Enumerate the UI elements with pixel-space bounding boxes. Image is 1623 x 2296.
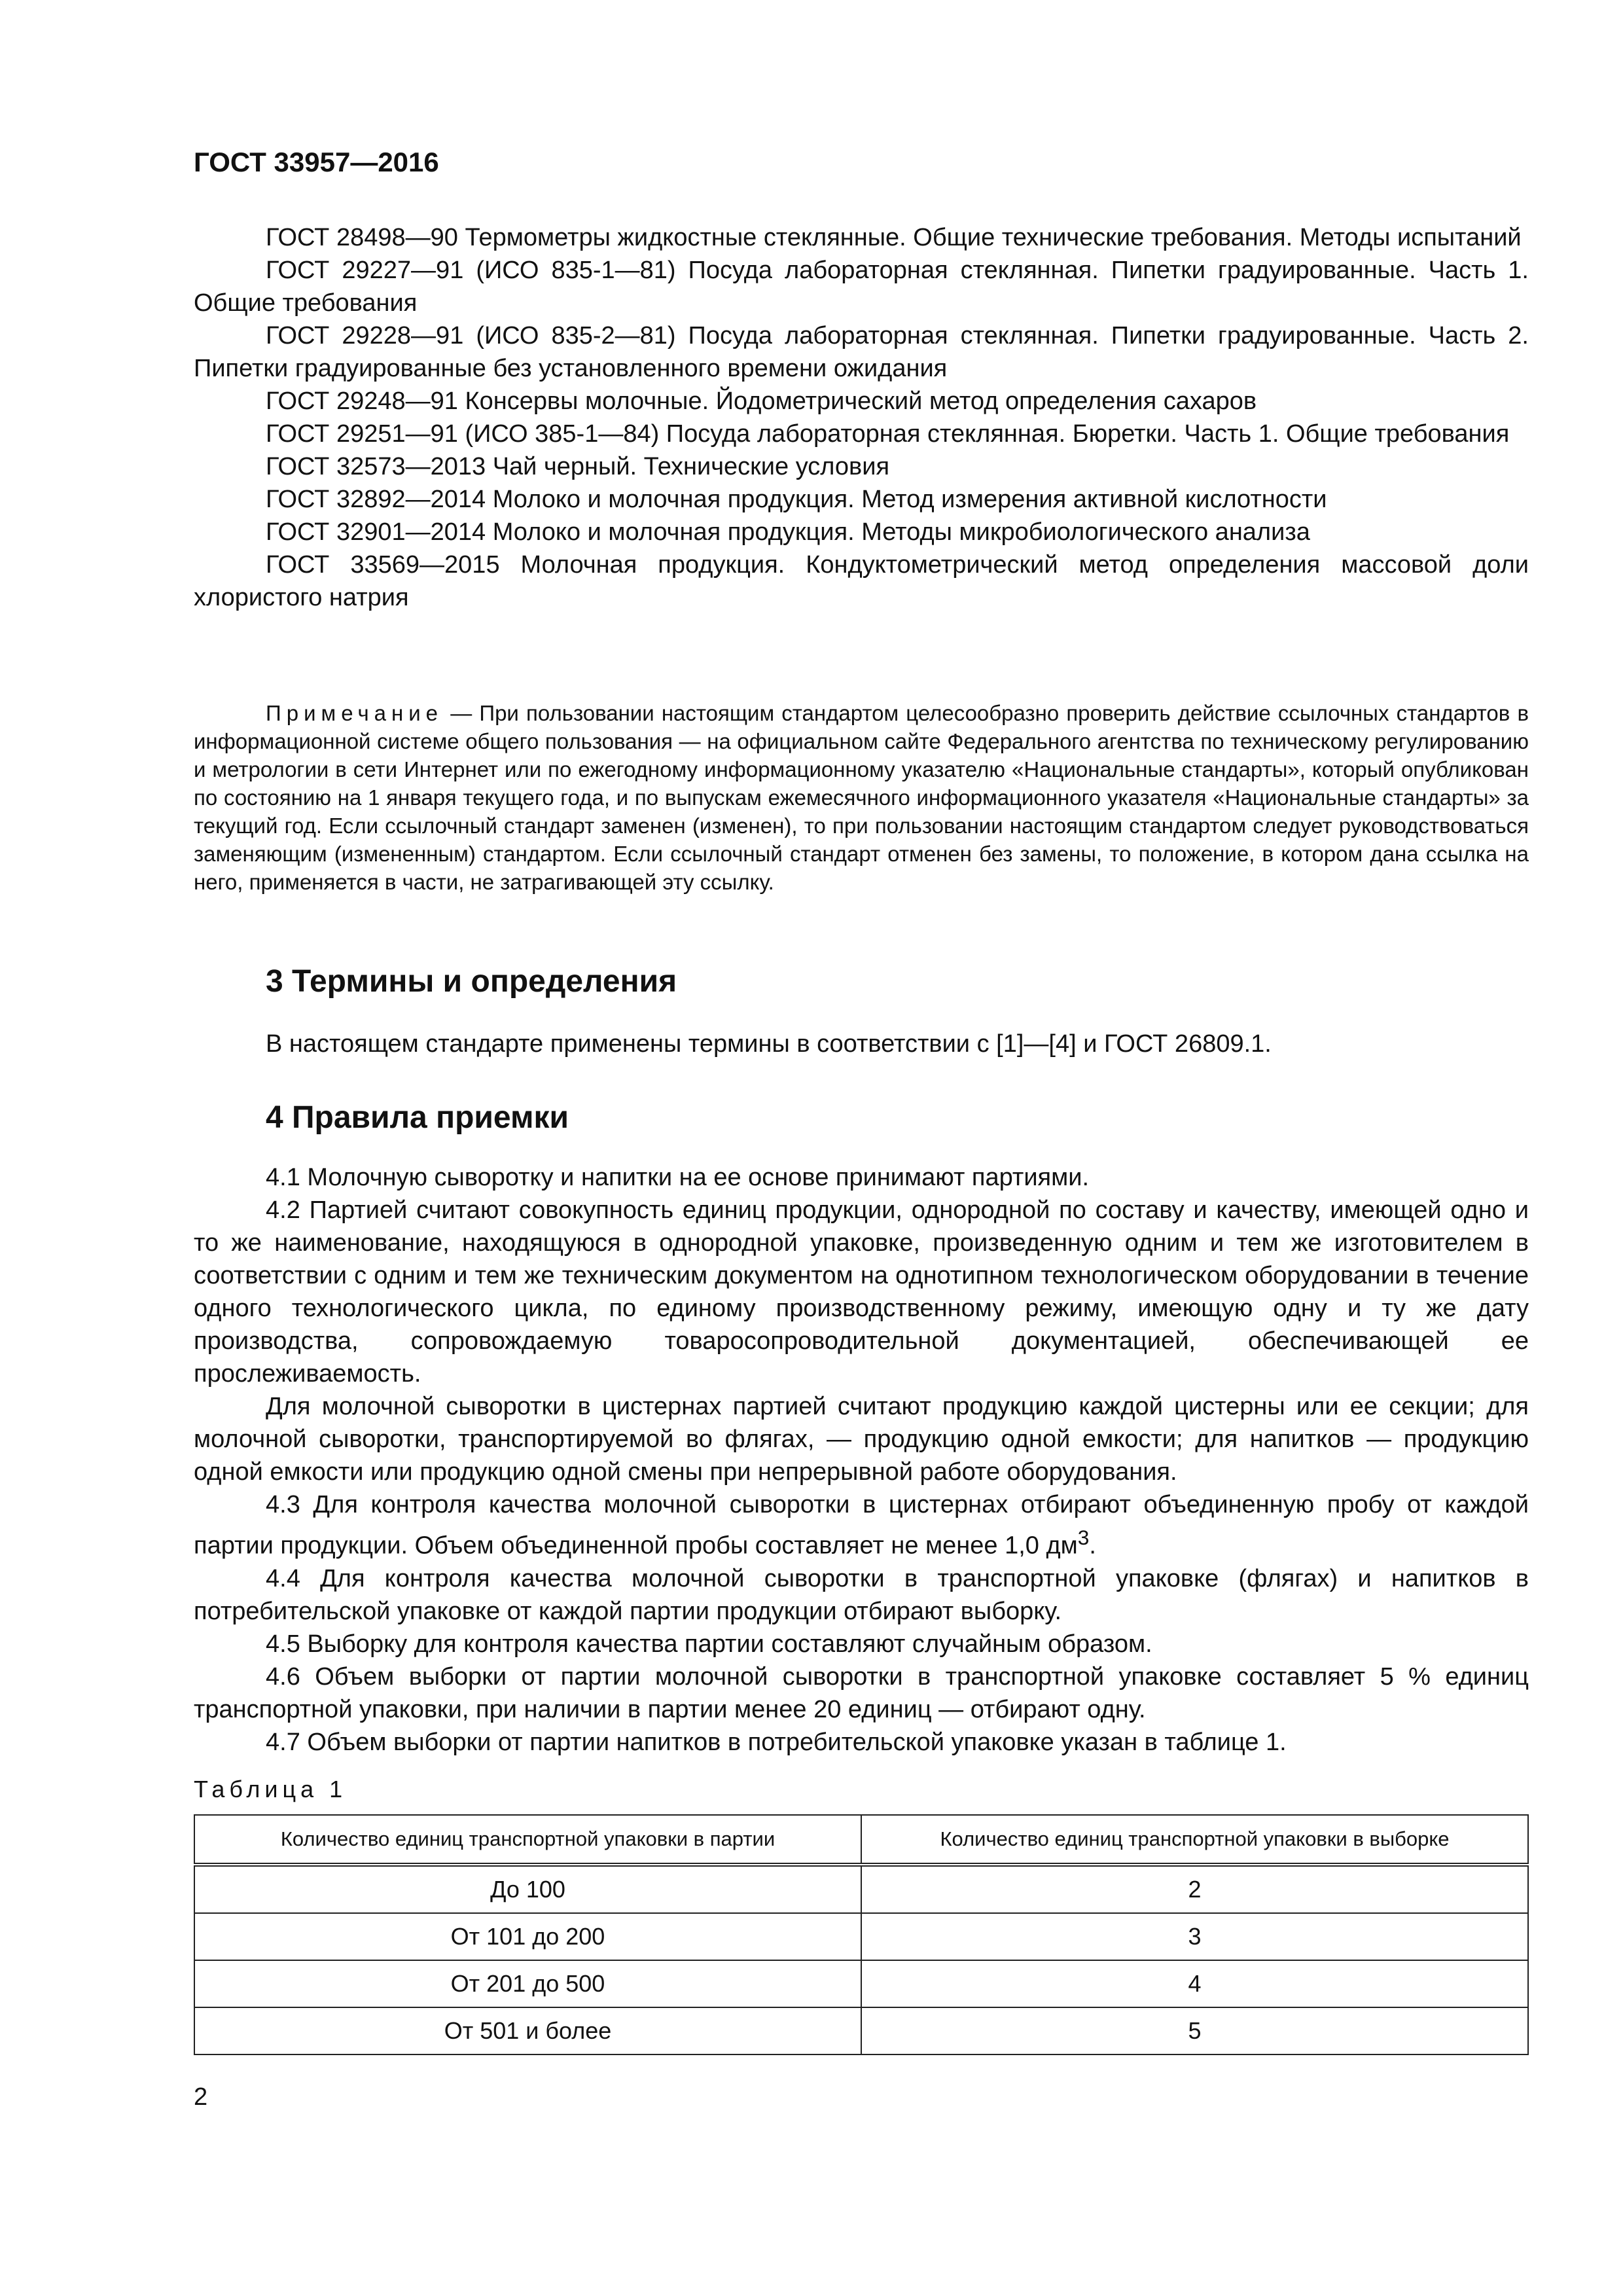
clause-4-3-end: . bbox=[1089, 1532, 1096, 1560]
clause-4-7: 4.7 Объем выборки от партии напитков в потребительской упаковке указан в таблице 1. bbox=[266, 1728, 1287, 1756]
table-cell: 3 bbox=[861, 1913, 1528, 1960]
table-cell: От 201 до 500 bbox=[194, 1960, 861, 2007]
clause-4-4: 4.4 Для контроля качества молочной сыворотки в транспортной упаковке (флягах) и напитков в потребительской упаковке от каждой партии продукции отбирают выборку. bbox=[194, 1564, 1529, 1625]
section-3-title: 3 Термины и определения bbox=[266, 964, 677, 999]
table-row bbox=[194, 2007, 1528, 2054]
table-cell: От 101 до 200 bbox=[194, 1913, 861, 1960]
clause-4-2-continued: Для молочной сыворотки в цистернах партией считают продукцию каждой цистерны или ее секции; для молочной сыворотки, транспортируемой во флягах, — продукцию одной емкости; для напитков — продукцию одной емкости или продукцию одной смены при непрерывной работе оборудования. bbox=[194, 1393, 1529, 1486]
normative-references-list bbox=[194, 221, 1529, 614]
section-4-title: 4 Правила приемки bbox=[266, 1100, 569, 1135]
table-row bbox=[194, 1960, 1528, 2007]
clause-4-3 bbox=[194, 1488, 1529, 1562]
document-code: ГОСТ 33957—2016 bbox=[194, 147, 439, 177]
reference-item: ГОСТ 32901—2014 Молоко и молочная продукция. Методы микробиологического анализа bbox=[266, 518, 1310, 546]
table-cell: 4 bbox=[861, 1960, 1528, 2007]
table-row bbox=[194, 1865, 1528, 1913]
reference-item: ГОСТ 29227—91 (ИСО 835-1—81) Посуда лабораторная стеклянная. Пипетки градуированные. Часть 1. Общие требования bbox=[194, 257, 1529, 317]
reference-item: ГОСТ 28498—90 Термометры жидкостные стеклянные. Общие технические требования. Методы испытаний bbox=[266, 224, 1522, 251]
reference-item: ГОСТ 32573—2013 Чай черный. Технические условия bbox=[266, 453, 890, 480]
table-row bbox=[194, 1913, 1528, 1960]
clause-4-3-text: 4.3 Для контроля качества молочной сыворотки в цистернах отбирают объединенную пробу от каждой партии продукции. Объем объединенной пробы составляет не менее 1,0 дм bbox=[194, 1491, 1529, 1560]
note-text: — При пользовании настоящим стандартом целесообразно проверить действие ссылочных стандартов в информационной системе общего пользования — на официальном сайте Федерального агентства по техническому регулированию и метрологии в сети Интернет или по ежегодному информационному указателю «Национальные стандарты», который опубликован по состоянию на 1 января текущего года, и по выпускам ежемесячного информационного указателя «Национальные стандарты» за текущий год. Если ссылочный стандарт заменен (изменен), то при пользовании настоящим стандартом следует руководствоваться заменяющим (измененным) стандартом. Если ссылочный стандарт отменен без замены, то положение, в котором дана ссылка на него, применяется в части, не затрагивающей эту ссылку. bbox=[194, 701, 1529, 894]
reference-item: ГОСТ 29251—91 (ИСО 385-1—84) Посуда лабораторная стеклянная. Бюретки. Часть 1. Общие требования bbox=[266, 420, 1510, 448]
table-cell: До 100 bbox=[194, 1865, 861, 1913]
reference-item: ГОСТ 29248—91 Консервы молочные. Йодометрический метод определения сахаров bbox=[266, 387, 1257, 415]
column-header-lot: Количество единиц транспортной упаковки в партии bbox=[194, 1815, 861, 1865]
page-number: 2 bbox=[194, 2083, 208, 2111]
reference-item: ГОСТ 32892—2014 Молоко и молочная продукция. Метод измерения активной кислотности bbox=[266, 486, 1327, 513]
table-caption: Таблица 1 bbox=[194, 1776, 348, 1803]
clause-4-6: 4.6 Объем выборки от партии молочной сыворотки в транспортной упаковке составляет 5 % единиц транспортной упаковки, при наличии в партии менее 20 единиц — отбирают одну. bbox=[194, 1662, 1529, 1723]
clause-4-1: 4.1 Молочную сыворотку и напитки на ее основе принимают партиями. bbox=[266, 1164, 1090, 1191]
note-label: Примечание bbox=[266, 701, 444, 725]
clause-4-5: 4.5 Выборку для контроля качества партии составляют случайным образом. bbox=[266, 1630, 1152, 1658]
sample-size-table bbox=[194, 1814, 1529, 2055]
table-cell: От 501 и более bbox=[194, 2007, 861, 2054]
table-cell: 5 bbox=[861, 2007, 1528, 2054]
section-3-text: В настоящем стандарте применены термины в соответствии с [1]—[4] и ГОСТ 26809.1. bbox=[266, 1030, 1272, 1058]
section-4-body bbox=[194, 1161, 1529, 1759]
superscript: 3 bbox=[1077, 1526, 1090, 1549]
clause-4-2: 4.2 Партией считают совокупность единиц продукции, однородной по составу и качеству, имеющей одно и то же наименование, находящуюся в однородной упаковке, произведенную одним и тем же изготовителем в соответствии с одним и тем же техническим документом на однотипном технологическом оборудовании в течение одного технологического цикла, по единому производственному режиму, имеющую одну и ту же дату производства, сопровождаемую товаросопроводительной документацией, обеспечивающей ее прослеживаемость. bbox=[194, 1196, 1529, 1388]
note-paragraph bbox=[194, 699, 1529, 896]
column-header-sample: Количество единиц транспортной упаковки в выборке bbox=[861, 1815, 1528, 1865]
table-header-row bbox=[194, 1815, 1528, 1865]
table-cell: 2 bbox=[861, 1865, 1528, 1913]
reference-item: ГОСТ 33569—2015 Молочная продукция. Кондуктометрический метод определения массовой доли хлористого натрия bbox=[194, 551, 1529, 611]
reference-item: ГОСТ 29228—91 (ИСО 835-2—81) Посуда лабораторная стеклянная. Пипетки градуированные. Часть 2. Пипетки градуированные без установленного времени ожидания bbox=[194, 322, 1529, 382]
